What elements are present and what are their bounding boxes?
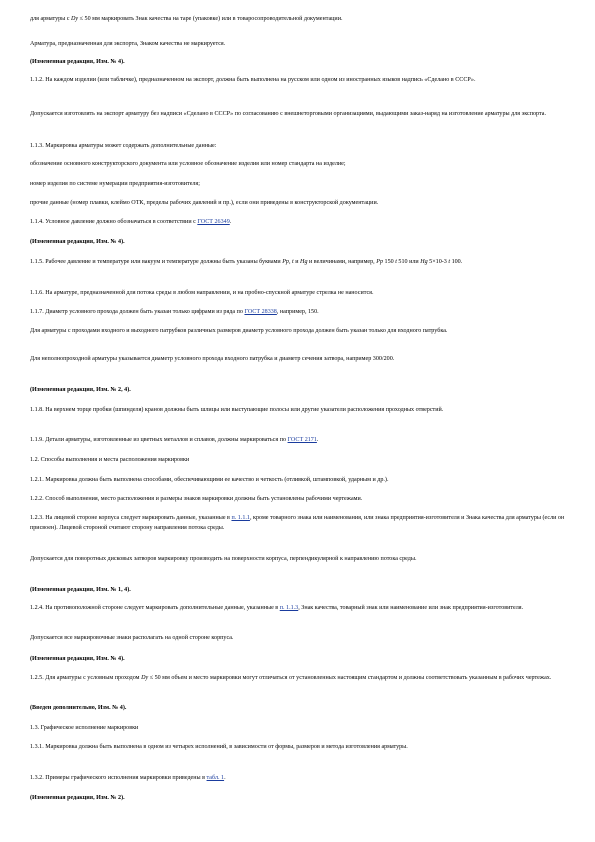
section-heading: 1.3. Графическое исполнение маркировки — [30, 725, 139, 731]
paragraph: Для неполнопроходной арматуры указывается диаметр условного прохода входного патрубка и диаметр сечения затвора, например 300/200. — [30, 356, 395, 362]
amendment-note: (Измененная редакция, Изм. № 2). — [30, 795, 125, 801]
paragraph: Допускается для поворотных дисковых затворов маркировку производить на поверхности корпуса, перпендикулярной к направлению потока среды. — [30, 556, 417, 562]
paragraph: обозначение основного конструкторского документа или условное обозначение изделия или номер стандарта на изделие; — [30, 161, 346, 167]
clause-1-1-3-link[interactable]: п. 1.1.3 — [279, 605, 299, 611]
paragraph: прочие данные (номер плавки, клеймо ОТК, пределы рабочих давлений и пр.), если они приведены в конструкторской документации. — [30, 200, 379, 206]
paragraph: 1.2.2. Способ выполнения, место расположения и размеры знаков маркировки должны быть установлены рабочими чертежами. — [30, 496, 363, 502]
gost-26349-link[interactable]: ГОСТ 26349 — [197, 219, 230, 225]
paragraph: 1.1.7. Диаметр условного прохода должен быть указан только цифрами из ряда по ГОСТ 28338, например, 150. — [30, 309, 319, 315]
amendment-note: (Измененная редакция, Изм. № 4). — [30, 59, 125, 65]
paragraph: номер изделия по системе нумерации предприятия-изготовителя; — [30, 181, 200, 187]
paragraph: 1.1.9. Детали арматуры, изготовленные из цветных металлов и сплавов, должны маркироваться по ГОСТ 2171. — [30, 437, 319, 443]
amendment-note: (Измененная редакция, Изм. № 4). — [30, 239, 125, 245]
paragraph: Допускается изготовлять на экспорт арматуру без надписи «Сделано в СССР» по согласованию с внешнеторговыми организациями, выдающими заказ-наряд на изготовление арматуры для экспорта. — [30, 111, 546, 117]
paragraph: 1.3.1. Маркировка должна быть выполнена в одном из четырех исполнений, в зависимости от формы, размеров и метода изготовления арматуры. — [30, 744, 408, 750]
paragraph: Для арматуры с проходами входного и выходного патрубков различных размеров диаметр условного прохода должен быть указан только для входного патрубка. — [30, 328, 448, 334]
paragraph: 1.1.4. Условное давление должно обозначаться в соответствии с ГОСТ 26349. — [30, 219, 232, 225]
clause-1-1-1-link[interactable]: п. 1.1.1 — [231, 515, 250, 521]
gost-2171-link[interactable]: ГОСТ 2171 — [287, 437, 317, 443]
paragraph: 1.3.2. Примеры графического исполнения маркировки приведены в табл. 1. — [30, 775, 226, 781]
paragraph: 1.2.1. Маркировка должна быть выполнена способами, обеспечивающими ее качество и четкость (отливкой, штамповкой, ударным и др.). — [30, 477, 389, 483]
paragraph: для арматуры с Dy ≤ 50 мм маркировать Знак качества на таре (упаковке) или в товаросопроводительной документации. — [30, 16, 343, 22]
paragraph: Арматура, предназначенная для экспорта, Знаком качества не маркируется. — [30, 41, 226, 47]
gost-28338-link[interactable]: ГОСТ 28338 — [244, 309, 277, 315]
section-heading: 1.2. Способы выполнения и места расположения маркировки — [30, 457, 190, 463]
paragraph: Допускается все маркировочные знаки располагать на одной стороне корпуса. — [30, 635, 234, 641]
amendment-note: (Измененная редакция, Изм. № 1, 4). — [30, 587, 131, 593]
paragraph: 1.2.3. На лицевой стороне корпуса следует маркировать данные, указанные в п. 1.1.1, кроме товарного знака или наименования, или знака предприятия-изготовителя и Знака качества для арматуры (если он присвоен). Лицевой стороной считают сторону направления потока среды. — [30, 515, 565, 531]
paragraph: 1.2.5. Для арматуры с условным проходом Dy ≤ 50 мм объем и место маркировки могут отличаться от установленных настоящим стандартом и должны соответствовать указанным в рабочих чертежах. — [30, 675, 552, 681]
paragraph: 1.1.2. На каждом изделии (или табличке), предназначенном на экспорт, должна быть выполнена на русском или одном из иностранных языков надпись «Сделано в СССР». — [30, 77, 476, 83]
amendment-note: (Измененная редакция, Изм. № 2, 4). — [30, 387, 131, 393]
paragraph: 1.1.8. На верхнем торце пробки (шпинделя) кранов должны быть шлицы или выступающие полосы или другие указатели расположения проходных отверстий. — [30, 407, 444, 413]
amendment-note: (Введен дополнительно, Изм. № 4). — [30, 705, 127, 711]
paragraph: 1.1.5. Рабочее давление и температуре или вакуум и температуре должны быть указаны буквами Pp, t и Hg и величинами, например, Pp 150 t 510 или Hg 5×10-3 t 100. — [30, 259, 463, 265]
paragraph: 1.2.4. На противоположной стороне следует маркировать дополнительные данные, указанные в п. 1.1.3, Знак качества, товарный знак или наименование или знак предприятия-изготовителя. — [30, 605, 524, 611]
amendment-note: (Измененная редакция, Изм. № 4). — [30, 656, 125, 662]
paragraph: 1.1.6. На арматуре, предназначенной для потока среды в любом направлении, и на пробно-спускной арматуре стрелка не наносится. — [30, 290, 374, 296]
table-1-link[interactable]: табл. 1 — [206, 775, 225, 781]
paragraph: 1.1.3. Маркировка арматуры может содержать дополнительные данные: — [30, 143, 217, 149]
